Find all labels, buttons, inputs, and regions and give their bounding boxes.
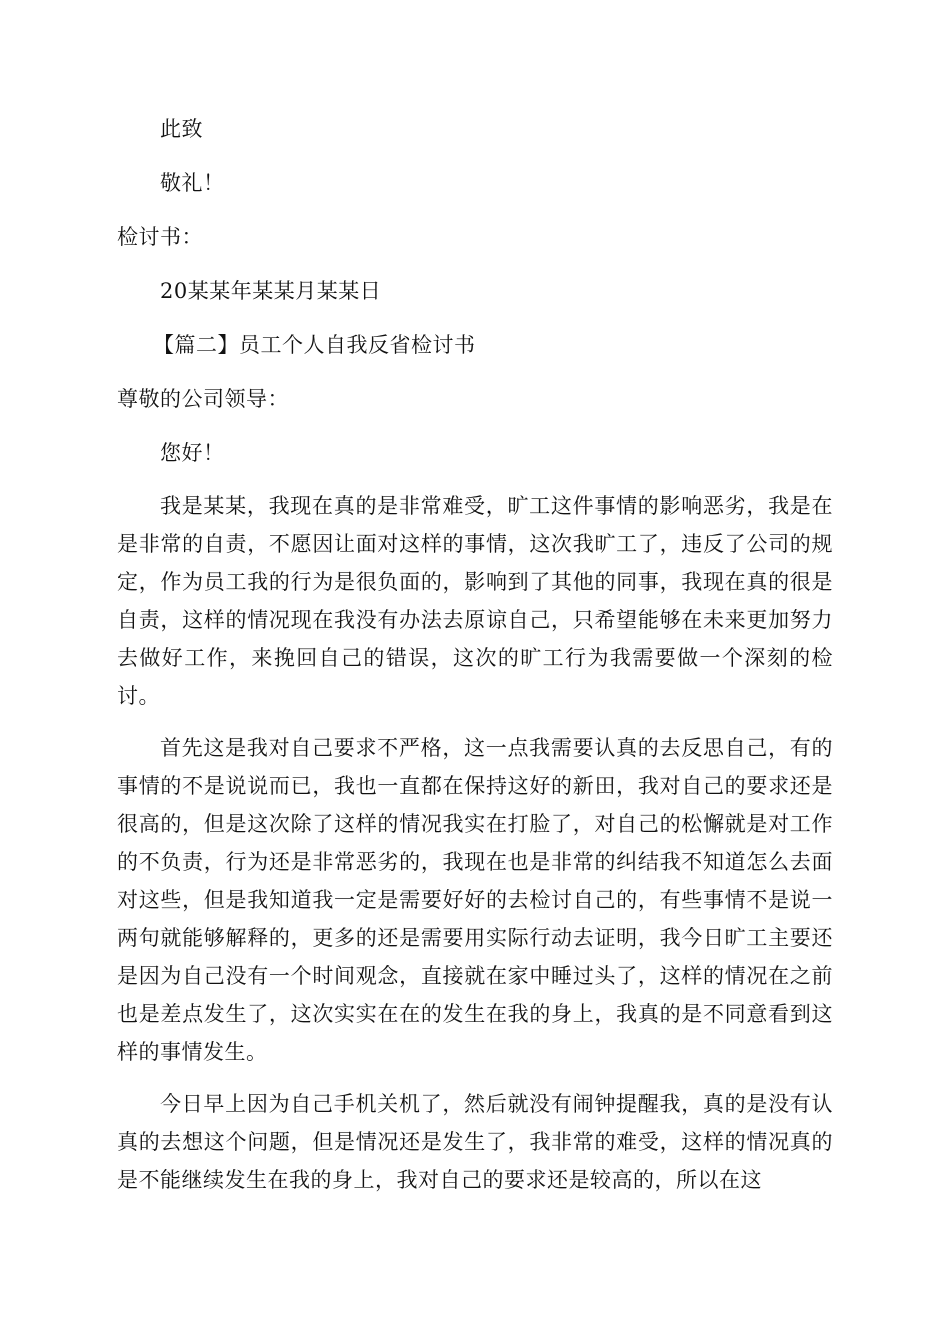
addressee-line: 尊敬的公司领导： xyxy=(117,387,289,411)
salute-line: 敬礼！ xyxy=(160,171,225,195)
section-title: 【篇二】员工个人自我反省检讨书 xyxy=(153,333,476,357)
paragraph-3: 今日早上因为自己手机关机了，然后就没有闹钟提醒我，真的是没有认真的去想这个问题，但是情况还是发生了，我非常的难受，这样的情况真的是不能继续发生在我的身上，我对自己的要求还是较高的，所以在这 xyxy=(117,1092,833,1192)
date-line: 20某某年某某月某某日 xyxy=(160,279,382,303)
paragraph-1: 我是某某，我现在真的是非常难受，旷工这件事情的影响恶劣，我是在是非常的自责，不愿因让面对这样的事情，这次我旷工了，违反了公司的规定，作为员工我的行为是很负面的，影响到了其他的同事，我现在真的很是自责，这样的情况现在我没有办法去原谅自己，只希望能够在未来更加努力去做好工作，来挽回自己的错误，这次的旷工行为我需要做一个深刻的检讨。 xyxy=(117,494,833,708)
document-body xyxy=(117,107,833,1213)
review-label: 检讨书： xyxy=(117,225,203,249)
greeting-line: 您好！ xyxy=(160,441,225,465)
paragraph-2: 首先这是我对自己要求不严格，这一点我需要认真的去反思自己，有的事情的不是说说而已，我也一直都在保持这好的新田，我对自己的要求还是很高的，但是这次除了这样的情况我实在打脸了，对自己的松懈就是对工作的不负责，行为还是非常恶劣的，我现在也是非常的纠结我不知道怎么去面对这些，但是我知道我一定是需要好好的去检讨自己的，有些事情不是说一两句就能够解释的，更多的还是需要用实际行动去证明，我今日旷工主要还是因为自己没有一个时间观念，直接就在家中睡过头了，这样的情况在之前也是差点发生了，这次实实在在的发生在我的身上，我真的是不同意看到这样的事情发生。 xyxy=(117,736,833,1064)
closing-line: 此致 xyxy=(160,117,203,141)
